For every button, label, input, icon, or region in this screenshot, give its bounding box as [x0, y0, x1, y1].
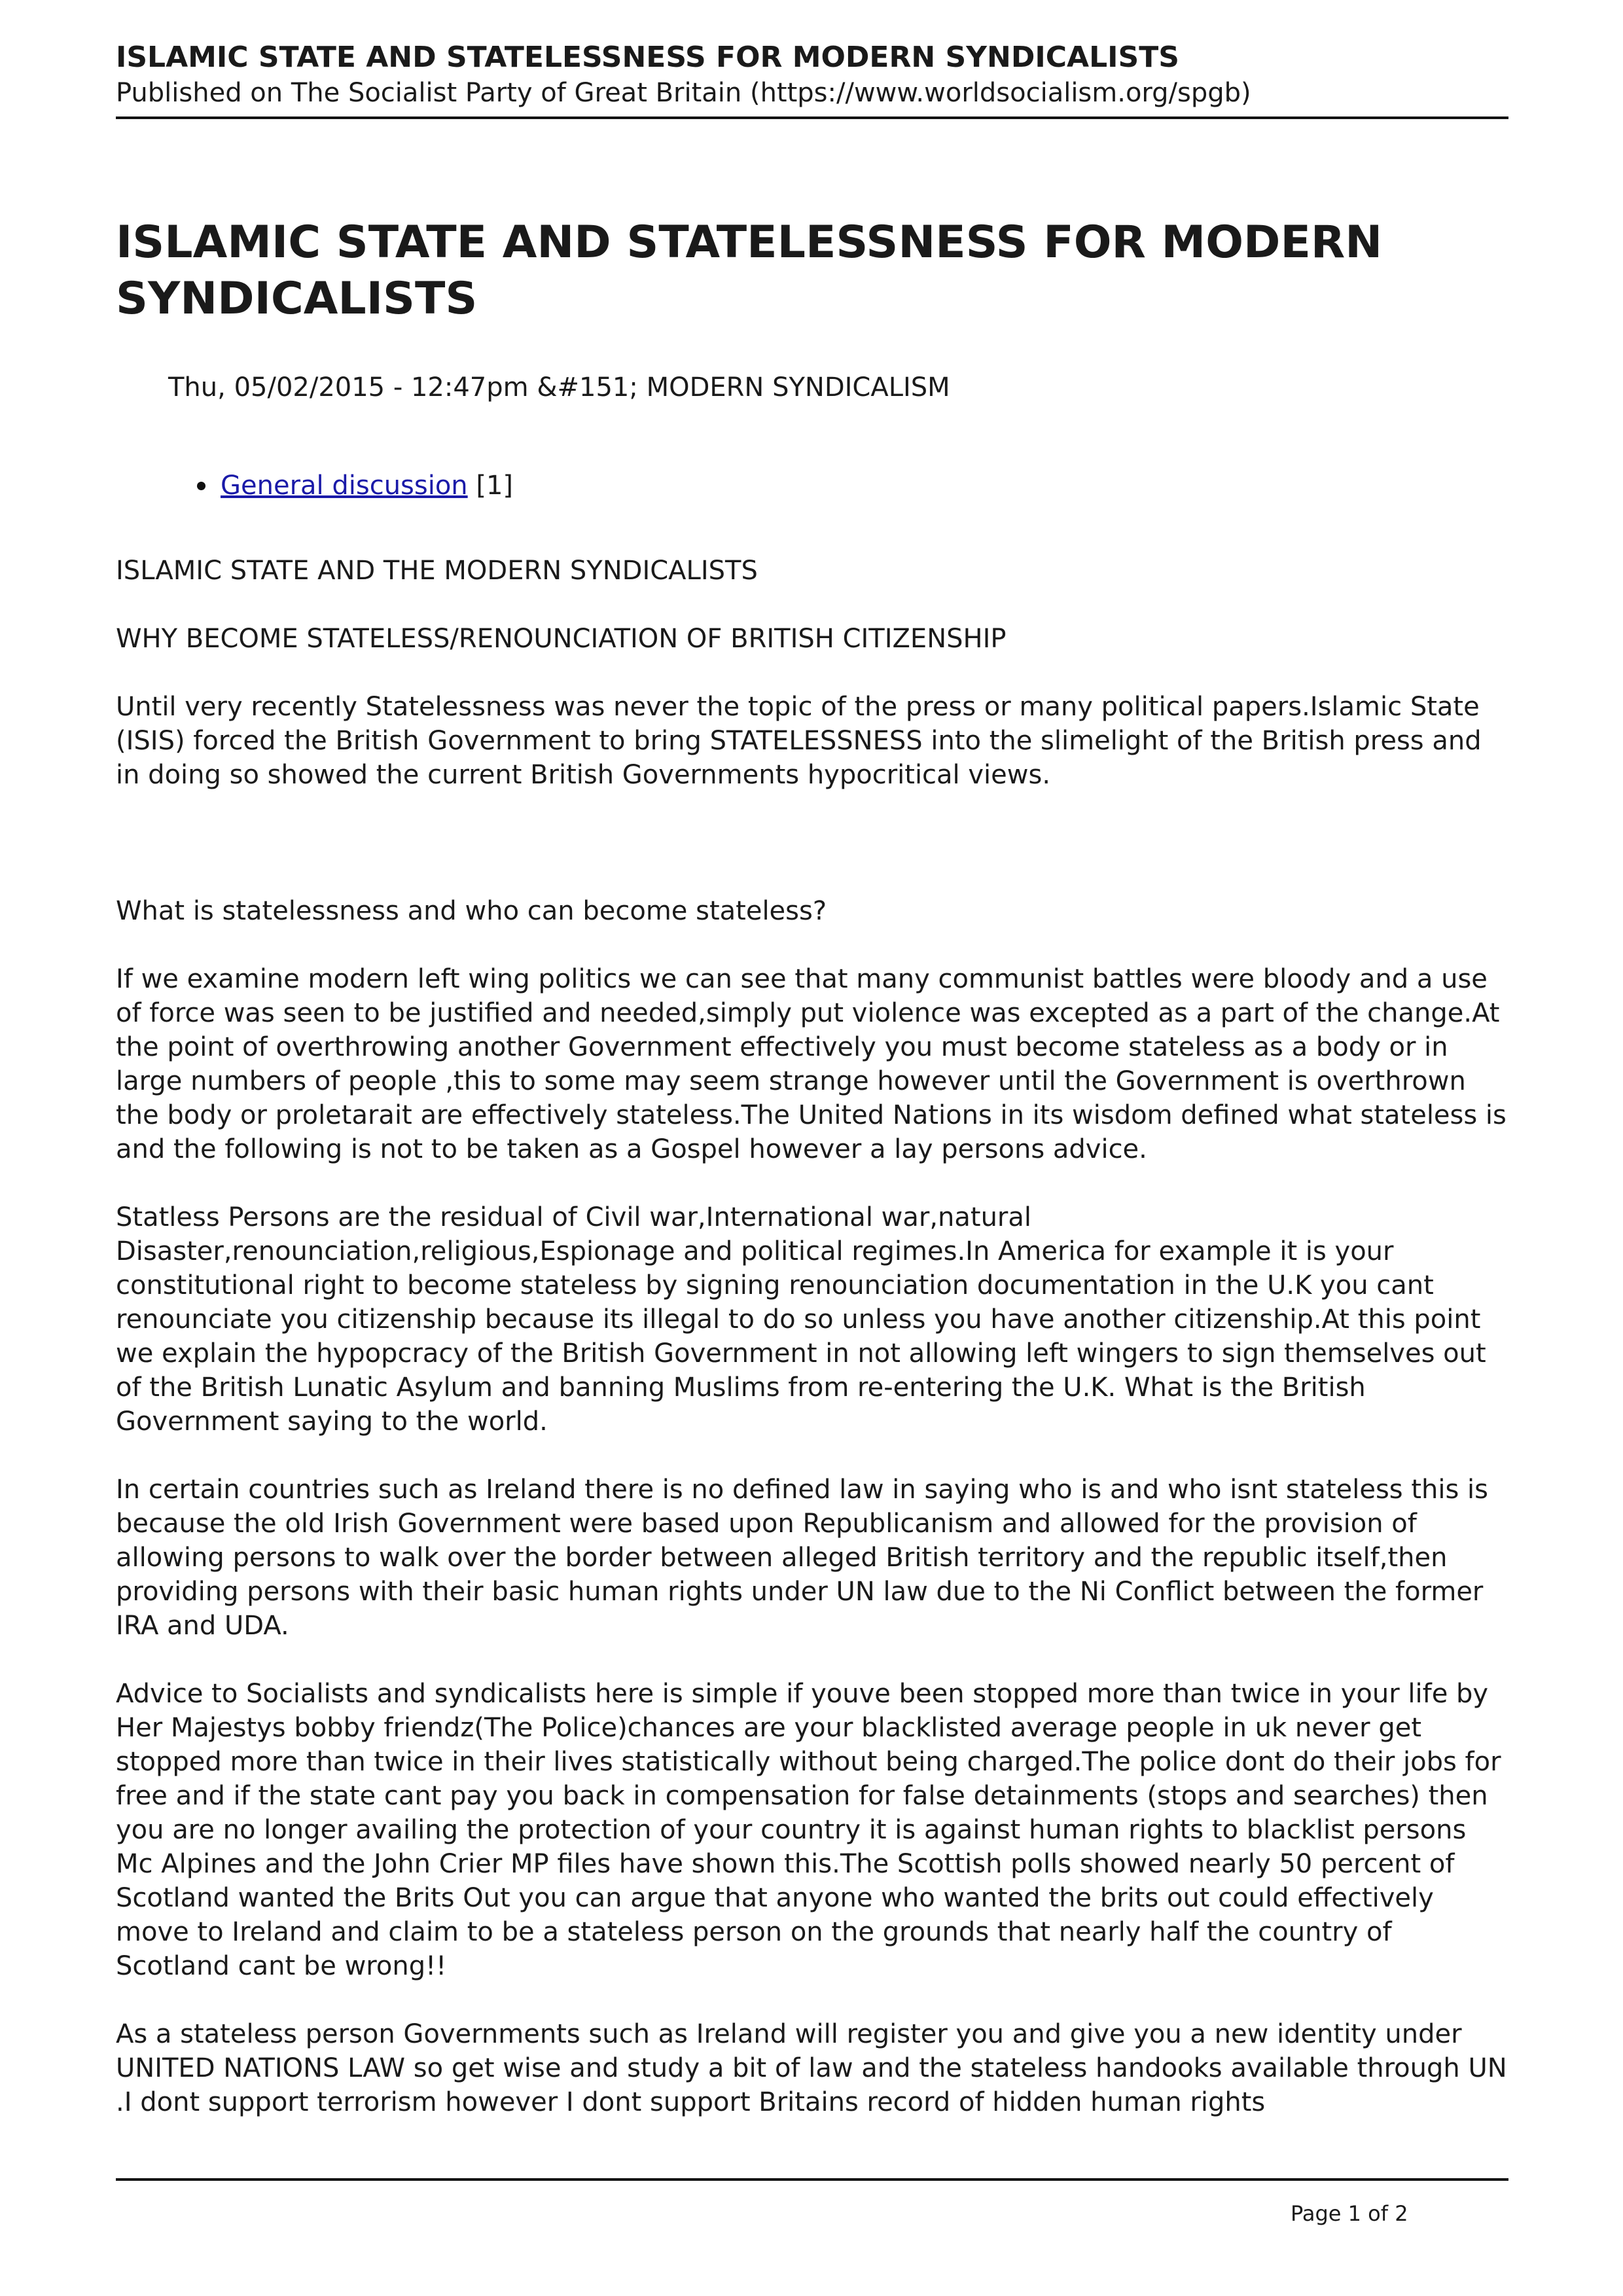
header-published-line: Published on The Socialist Party of Great Britain (https://www.worldsocialism.org/spgb) [116, 78, 1251, 108]
section-question: What is statelessness and who can become stateless? [116, 896, 827, 926]
footer-divider [116, 2178, 1508, 2181]
article-meta: Thu, 05/02/2015 - 12:47pm &#151; MODERN SYNDICALISM [168, 372, 950, 403]
section-subheading: WHY BECOME STATELESS/RENOUNCIATION OF BRITISH CITIZENSHIP [116, 624, 1007, 654]
body-paragraph: As a stateless person Governments such as Ireland will register you and give you a new identity under UNITED NATIONS LAW so get wise and study a bit of law and the stateless handooks available through UN .I dont support terrorism however I dont support Britains record of hidden human rights [116, 2019, 1507, 2117]
tag-item [221, 469, 1508, 503]
section-heading: ISLAMIC STATE AND THE MODERN SYNDICALISTS [116, 556, 758, 586]
body-paragraph: Advice to Socialists and syndicalists here is simple if youve been stopped more than twice in your life by Her Majestys bobby friendz(The Police)chances are your blacklisted average people in uk never get stopped more than twice in their lives statistically without being charged.The police dont do their jobs for free and if the state cant pay you back in compensation for false detainments (stops and searches) then you are no longer availing the protection of your country it is against human rights to blacklist persons Mc Alpines and the John Crier MP files have shown this.The Scottish polls showed nearly 50 percent of Scotland wanted the Brits Out you can argue that anyone who wanted the brits out could effectively move to Ireland and claim to be a stateless person on the grounds that nearly half the country of Scotland cant be wrong!! [116, 1679, 1501, 1981]
header-title: ISLAMIC STATE AND STATELESSNESS FOR MODERN SYNDICALISTS [116, 41, 1179, 74]
body-paragraph: If we examine modern left wing politics we can see that many communist battles were bloody and a use of force was seen to be justified and needed,simply put violence was excepted as a part of the change.At the point of overthrowing another Government effectively you must become stateless as a body or in large numbers of people ,this to some may seem strange however until the Government is overthrown the body or proletarait are effectively stateless.The United Nations in its wisdom defined what stateless is and the following is not to be taken as a Gospel however a lay persons advice. [116, 964, 1507, 1164]
page-number: Page 1 of 2 [1291, 2201, 1408, 2226]
tag-reference: [1] [476, 471, 514, 501]
body-paragraph: In certain countries such as Ireland there is no defined law in saying who is and who isnt stateless this is because the old Irish Government were based upon Republicanism and allowed for the provision of allowing persons to walk over the border between alleged British territory and the republic itself,then providing persons with their basic human rights under UN law due to the Ni Conflict between the former IRA and UDA. [116, 1475, 1489, 1641]
tag-list [116, 469, 1508, 503]
general-discussion-link[interactable]: General discussion [221, 471, 468, 501]
article-body [116, 554, 1508, 2119]
article-title: ISLAMIC STATE AND STATELESSNESS FOR MODERN SYNDICALISTS [116, 217, 1383, 325]
body-paragraph: Until very recently Statelessness was never the topic of the press or many political papers.Islamic State (ISIS) forced the British Government to bring STATELESSNESS into the slimelight of the British press and in doing so showed the current British Governments hypocritical views. [116, 692, 1482, 790]
header-divider [116, 117, 1508, 119]
document-page [116, 39, 1508, 2153]
body-paragraph: Statless Persons are the residual of Civil war,International war,natural Disaster,renounciation,religious,Espionage and political regimes.In America for example it is your constitutional right to become stateless by signing renounciation documentation in the U.K you cant renounciate you citizenship because its illegal to do so unless you have another citizenship.At this point we explain the hypopcracy of the British Government in not allowing left wingers to sign themselves out of the British Lunatic Asylum and banning Muslims from re-entering the U.K. What is the British Government saying to the world. [116, 1202, 1486, 1437]
